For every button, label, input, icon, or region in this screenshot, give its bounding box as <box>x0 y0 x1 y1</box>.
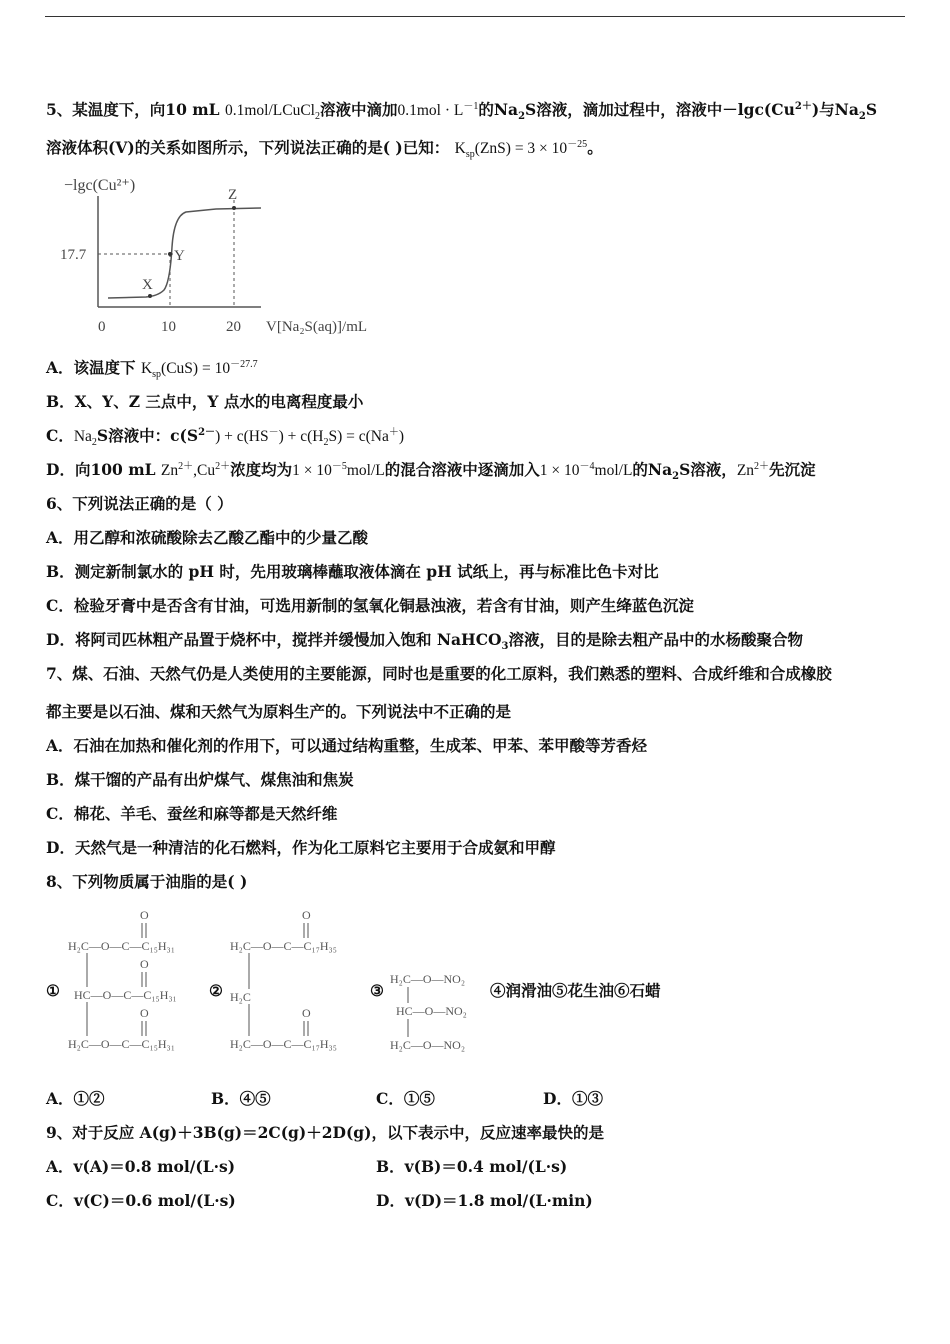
svg-text:H₂C—O—NO₂: H₂C—O—NO₂ <box>390 1038 466 1052</box>
q7-option-b: B．煤干馏的产品有出炉煤气、煤焦油和焦炭 <box>46 770 354 789</box>
q7-option-c: C．棉花、羊毛、蚕丝和麻等都是天然纤维 <box>46 804 338 823</box>
svg-text:O: O <box>302 1006 311 1020</box>
q7-option-d: D．天然气是一种清洁的化石燃料，作为化工原料它主要用于合成氨和甲醇 <box>46 838 556 857</box>
q8-marker-2: ② <box>209 981 223 1000</box>
q8-marker-1: ① <box>46 981 60 1000</box>
chart-point-x-label: X <box>142 277 153 293</box>
q6-option-d: D．将阿司匹林粗产品置于烧杯中，搅拌并缓慢加入饱和 NaHCO$_3$溶液，目的是除去粗产品中的水杨酸聚合物 <box>46 630 804 653</box>
chart-point-x <box>148 294 152 298</box>
q7-stem-line2: 都主要是以石油、煤和天然气为原料生产的。下列说法中不正确的是 <box>46 702 512 721</box>
q6-option-a: A．用乙醇和浓硫酸除去乙酸乙酯中的少量乙酸 <box>46 528 369 547</box>
chart-y-label: −lgc(Cu²⁺) <box>64 177 136 194</box>
q8-option-b: B．④⑤ <box>211 1089 271 1108</box>
structure-2-image <box>226 905 376 1060</box>
svg-text:H₂C—O—C—C₁₅H₃₁: H₂C—O—C—C₁₅H₃₁ <box>68 1037 175 1051</box>
q6-option-b: B．测定新制氯水的 pH 时，先用玻璃棒蘸取液体滴在 pH 试纸上，再与标准比色卡对比 <box>46 562 659 581</box>
q8-stem: 8、下列物质属于油脂的是( ) <box>46 872 248 891</box>
structure-3-image <box>388 965 488 1060</box>
q5-option-b: B．X、Y、Z 三点中，Y 点水的电离程度最小 <box>46 392 364 411</box>
q5-stem-line2: 溶液体积(V)的关系如图所示，下列说法正确的是( )已知： $K_{sp}(ZnS) = 3 \times 10^{-25}$。 <box>46 138 603 161</box>
chart-x-tick-0: 0 <box>98 319 106 335</box>
q8-option-c: C．①⑤ <box>376 1089 435 1108</box>
q8-option-d: D．①③ <box>543 1089 603 1108</box>
svg-text:O: O <box>140 1006 149 1020</box>
svg-text:H₂C—O—C—C₁₅H₃₁: H₂C—O—C—C₁₅H₃₁ <box>68 939 175 953</box>
chart-x-label: V[Na₂S(aq)]/mL <box>266 319 368 335</box>
q5-option-a: A．该温度下 $K_{sp}(CuS) = 10^{-27.7}$ <box>46 358 258 381</box>
q9-option-c: C．v(C)＝0.6 mol/(L·s) <box>46 1191 236 1210</box>
q7-option-a: A．石油在加热和催化剂的作用下，可以通过结构重整，生成苯、甲苯、苯甲酸等芳香烃 <box>46 736 648 755</box>
q6-option-c: C．检验牙膏中是否含有甘油，可选用新制的氢氧化铜悬浊液，若含有甘油，则产生绛蓝色沉淀 <box>46 596 694 615</box>
chart-x-tick-20: 20 <box>226 319 241 335</box>
q9-option-a: A．v(A)＝0.8 mol/(L·s) <box>46 1157 236 1176</box>
q8-marker-3: ③ <box>370 981 384 1000</box>
q7-stem-line1: 7、煤、石油、天然气仍是人类使用的主要能源，同时也是重要的化工原料，我们熟悉的塑料、合成纤维和合成橡胶 <box>46 664 832 683</box>
svg-text:H₂C: H₂C <box>230 990 251 1004</box>
q9-stem: 9、对于反应 A(g)＋3B(g)＝2C(g)＋2D(g)，以下表示中，反应速率最快的是 <box>46 1123 604 1142</box>
q5-option-d: D．向100 mL $Zn^{2+},Cu^{2+}$浓度均为$1 \times 10^{-5}mol/L$的混合溶液中逐滴加入$1 \times 10^{-4}mol/L$的$Na_2S$溶液，$Zn^{2+}$先沉淀 <box>46 460 816 483</box>
q5-stem-line1: 5、某温度下，向10 mL 0.1mol/LCuCl$_2$溶液中滴加$0.1mol \cdot L^{-1}$的$Na_2S$溶液，滴加过程中，溶液中$-\lg c(Cu^{2+})$与$Na_2S$ <box>46 100 878 123</box>
chart-point-z-label: Z <box>228 187 238 203</box>
svg-text:O: O <box>140 957 149 971</box>
chart-point-y-label: Y <box>174 248 185 264</box>
chart-point-z <box>232 206 236 210</box>
svg-text:H₂C—O—NO₂: H₂C—O—NO₂ <box>390 972 466 986</box>
q8-option-a: A．①② <box>46 1089 105 1108</box>
chart-y-tick: 17.7 <box>60 247 87 263</box>
chart-x-tick-10: 10 <box>161 319 176 335</box>
svg-text:HC—O—NO₂: HC—O—NO₂ <box>396 1004 467 1018</box>
q8-rest-list: ④润滑油⑤花生油⑥石蜡 <box>490 981 661 1000</box>
svg-text:HC—O—C—C₁₅H₃₁: HC—O—C—C₁₅H₃₁ <box>74 988 177 1002</box>
chart-point-y <box>168 252 172 256</box>
q5-option-c: C．$Na_2S$溶液中：$c(S^{2-}) + c(HS^-) + c(H_2S) = c(Na^+)$ <box>46 426 405 449</box>
svg-text:O: O <box>140 908 149 922</box>
q5-chart <box>46 172 426 342</box>
q6-stem: 6、下列说法正确的是（ ） <box>46 494 233 513</box>
header-rule <box>45 16 905 17</box>
svg-text:H₂C—O—C—C₁₇H₃₅: H₂C—O—C—C₁₇H₃₅ <box>230 939 337 953</box>
q9-option-d: D．v(D)＝1.8 mol/(L·min) <box>376 1191 593 1210</box>
q9-option-b: B．v(B)＝0.4 mol/(L·s) <box>376 1157 568 1176</box>
structure-1-image <box>64 905 214 1060</box>
svg-text:H₂C—O—C—C₁₇H₃₅: H₂C—O—C—C₁₇H₃₅ <box>230 1037 337 1051</box>
svg-text:O: O <box>302 908 311 922</box>
